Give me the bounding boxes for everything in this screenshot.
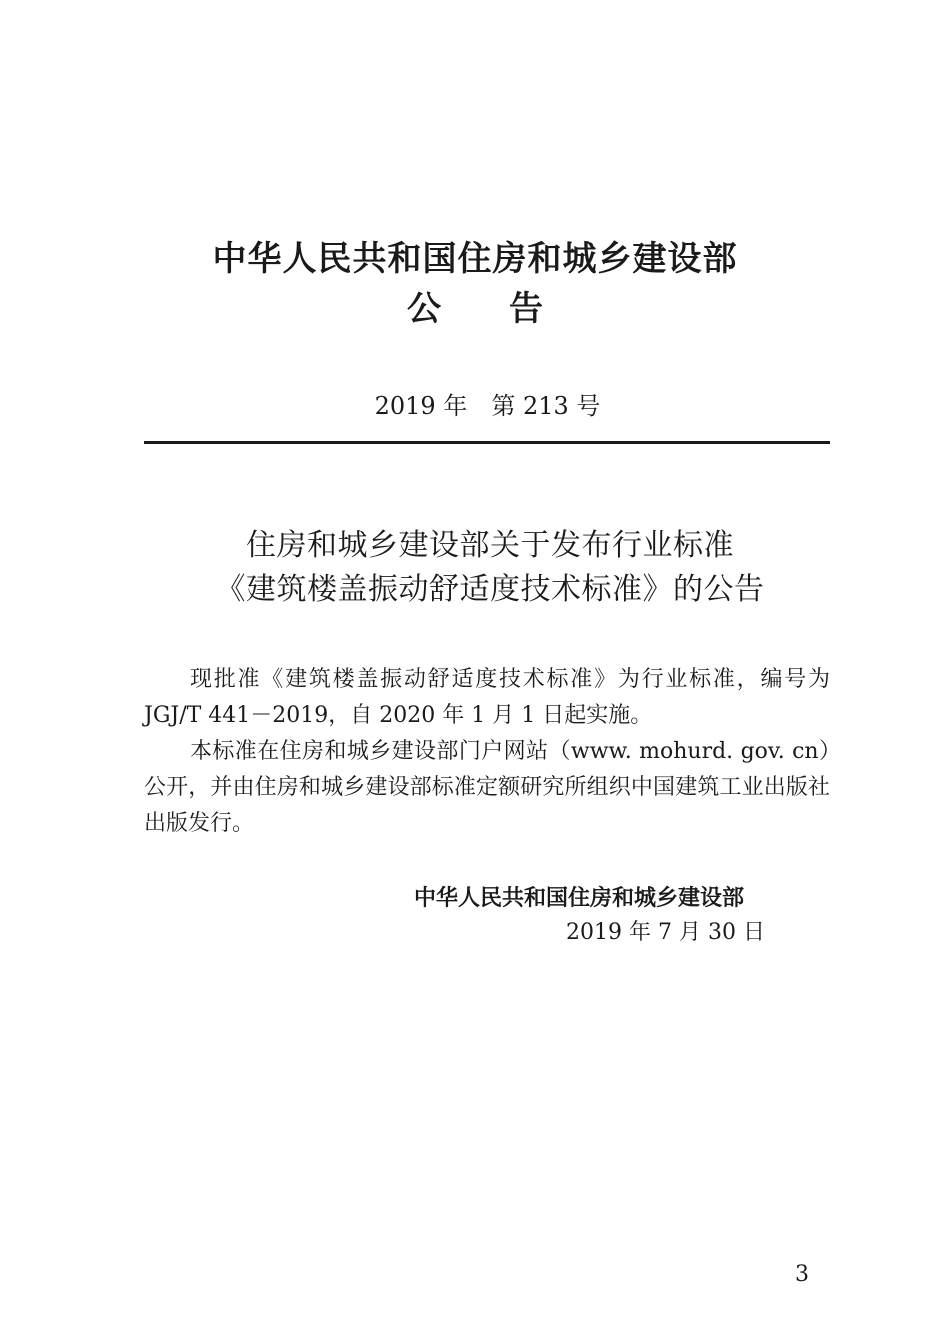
signature-date: 2019 年 7 月 30 日 <box>566 920 765 945</box>
body-paragraph-publication: 本标准在住房和城乡建设部门户网站（www. mohurd. gov. cn）公开，并由住房和城乡建设部标准定额研究所组织中国建筑工业出版社出版发行。 <box>144 739 830 836</box>
issuer-heading: 中华人民共和国住房和城乡建设部 <box>212 239 738 279</box>
document-number: 2019 年 第 213 号 <box>374 392 601 420</box>
page-number: 3 <box>795 1262 809 1287</box>
announcement-title-line-1: 住房和城乡建设部关于发布行业标准 <box>246 528 734 563</box>
header-divider <box>144 441 830 444</box>
body-paragraph-approval: 现批准《建筑楼盖振动舒适度技术标准》为行业标准，编号为 JGJ/T 441－2019，自 2020 年 1 月 1 日起实施。 <box>144 667 830 728</box>
document-type-heading: 公 告 <box>407 289 543 329</box>
signatory-organization: 中华人民共和国住房和城乡建设部 <box>414 886 745 911</box>
announcement-title-line-2: 《建筑楼盖振动舒适度技术标准》的公告 <box>215 572 765 607</box>
